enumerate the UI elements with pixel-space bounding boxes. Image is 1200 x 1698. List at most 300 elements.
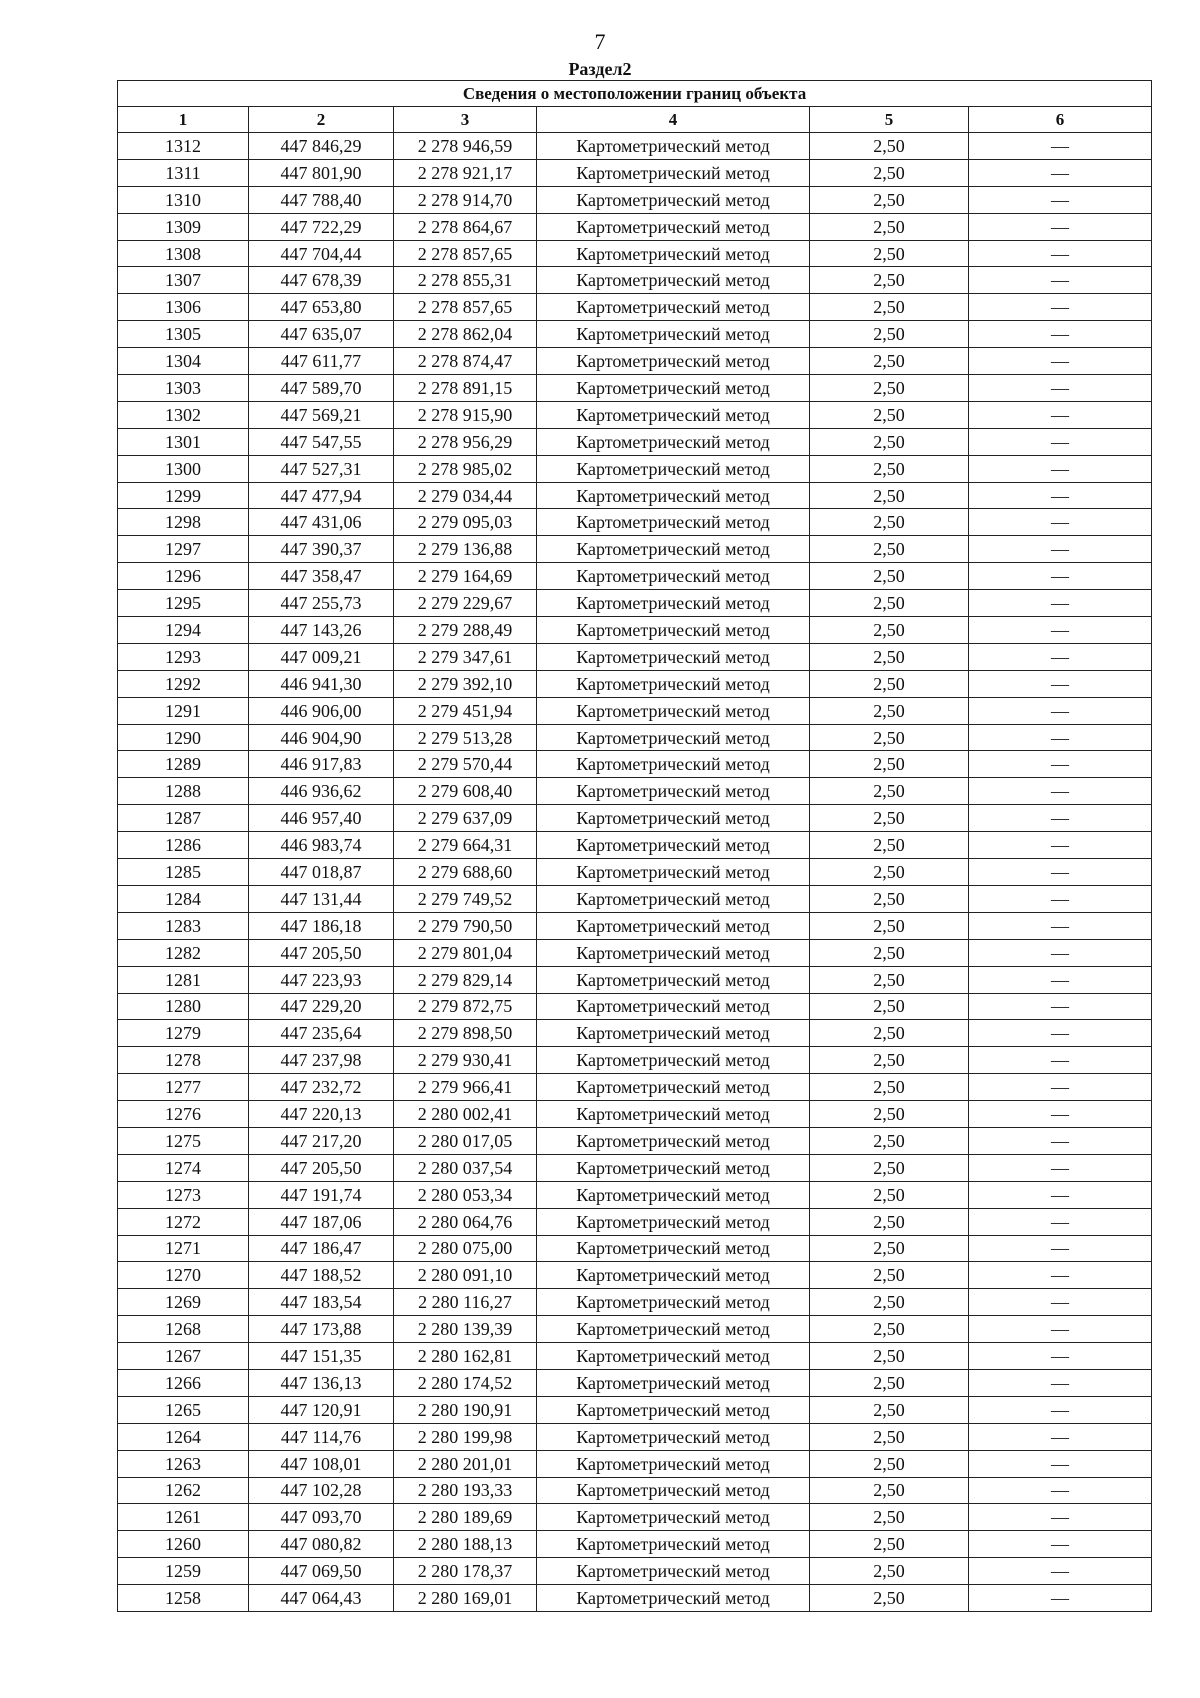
- coordinate-y-cell: 2 280 017,05: [394, 1127, 537, 1154]
- column-number: 4: [537, 107, 810, 133]
- table-row: [118, 1154, 1152, 1181]
- method-cell: Картометрический метод: [537, 321, 810, 348]
- point-number-cell: 1276: [118, 1101, 249, 1128]
- coordinate-x-cell: 447 477,94: [249, 482, 394, 509]
- point-number-cell: 1279: [118, 1020, 249, 1047]
- accuracy-cell: 2,50: [810, 1208, 969, 1235]
- accuracy-cell: 2,50: [810, 832, 969, 859]
- point-number-cell: 1260: [118, 1531, 249, 1558]
- method-cell: Картометрический метод: [537, 1235, 810, 1262]
- coordinate-x-cell: 447 611,77: [249, 348, 394, 375]
- point-number-cell: 1268: [118, 1316, 249, 1343]
- coordinate-x-cell: 447 205,50: [249, 1154, 394, 1181]
- accuracy-cell: 2,50: [810, 643, 969, 670]
- method-cell: Картометрический метод: [537, 536, 810, 563]
- method-cell: Картометрический метод: [537, 1369, 810, 1396]
- point-number-cell: 1295: [118, 590, 249, 617]
- description-cell: —: [969, 348, 1152, 375]
- table-row: [118, 294, 1152, 321]
- table-row: [118, 1396, 1152, 1423]
- method-cell: Картометрический метод: [537, 509, 810, 536]
- point-number-cell: 1290: [118, 724, 249, 751]
- coordinate-y-cell: 2 280 193,33: [394, 1477, 537, 1504]
- method-cell: Картометрический метод: [537, 993, 810, 1020]
- table-row: [118, 509, 1152, 536]
- accuracy-cell: 2,50: [810, 697, 969, 724]
- point-number-cell: 1296: [118, 563, 249, 590]
- point-number-cell: 1261: [118, 1504, 249, 1531]
- accuracy-cell: 2,50: [810, 159, 969, 186]
- coordinate-x-cell: 447 220,13: [249, 1101, 394, 1128]
- point-number-cell: 1308: [118, 240, 249, 267]
- table-row: [118, 1235, 1152, 1262]
- coordinate-y-cell: 2 280 002,41: [394, 1101, 537, 1128]
- description-cell: —: [969, 778, 1152, 805]
- table-row: [118, 590, 1152, 617]
- method-cell: Картометрический метод: [537, 1477, 810, 1504]
- point-number-cell: 1297: [118, 536, 249, 563]
- method-cell: Картометрический метод: [537, 482, 810, 509]
- coordinate-y-cell: 2 280 037,54: [394, 1154, 537, 1181]
- description-cell: —: [969, 1208, 1152, 1235]
- coordinate-y-cell: 2 280 091,10: [394, 1262, 537, 1289]
- description-cell: —: [969, 1047, 1152, 1074]
- accuracy-cell: 2,50: [810, 1047, 969, 1074]
- accuracy-cell: 2,50: [810, 1316, 969, 1343]
- method-cell: Картометрический метод: [537, 213, 810, 240]
- point-number-cell: 1265: [118, 1396, 249, 1423]
- method-cell: Картометрический метод: [537, 1127, 810, 1154]
- point-number-cell: 1287: [118, 805, 249, 832]
- method-cell: Картометрический метод: [537, 1020, 810, 1047]
- column-number: 2: [249, 107, 394, 133]
- coordinate-y-cell: 2 279 898,50: [394, 1020, 537, 1047]
- method-cell: Картометрический метод: [537, 240, 810, 267]
- coordinate-x-cell: 447 136,13: [249, 1369, 394, 1396]
- table-body: [118, 133, 1152, 1612]
- page-number: 7: [594, 29, 606, 54]
- method-cell: Картометрический метод: [537, 912, 810, 939]
- point-number-cell: 1294: [118, 617, 249, 644]
- accuracy-cell: 2,50: [810, 428, 969, 455]
- coordinate-y-cell: 2 280 053,34: [394, 1181, 537, 1208]
- method-cell: Картометрический метод: [537, 563, 810, 590]
- table-row: [118, 859, 1152, 886]
- table-row: [118, 1020, 1152, 1047]
- table-row: [118, 670, 1152, 697]
- description-cell: —: [969, 375, 1152, 402]
- coordinate-y-cell: 2 280 190,91: [394, 1396, 537, 1423]
- method-cell: Картометрический метод: [537, 1343, 810, 1370]
- method-cell: Картометрический метод: [537, 966, 810, 993]
- coordinate-y-cell: 2 280 169,01: [394, 1585, 537, 1612]
- accuracy-cell: 2,50: [810, 1235, 969, 1262]
- method-cell: Картометрический метод: [537, 159, 810, 186]
- coordinate-x-cell: 447 186,47: [249, 1235, 394, 1262]
- method-cell: Картометрический метод: [537, 670, 810, 697]
- coordinate-x-cell: 447 093,70: [249, 1504, 394, 1531]
- point-number-cell: 1281: [118, 966, 249, 993]
- table-row: [118, 697, 1152, 724]
- table-row: [118, 267, 1152, 294]
- description-cell: —: [969, 697, 1152, 724]
- method-cell: Картометрический метод: [537, 1558, 810, 1585]
- accuracy-cell: 2,50: [810, 1450, 969, 1477]
- coordinate-x-cell: 447 205,50: [249, 939, 394, 966]
- table-row: [118, 428, 1152, 455]
- point-number-cell: 1288: [118, 778, 249, 805]
- method-cell: Картометрический метод: [537, 832, 810, 859]
- accuracy-cell: 2,50: [810, 859, 969, 886]
- table-row: [118, 186, 1152, 213]
- table-row: [118, 482, 1152, 509]
- table-row: [118, 1531, 1152, 1558]
- coordinate-x-cell: 447 678,39: [249, 267, 394, 294]
- point-number-cell: 1289: [118, 751, 249, 778]
- table-row: [118, 1585, 1152, 1612]
- method-cell: Картометрический метод: [537, 455, 810, 482]
- table-row: [118, 805, 1152, 832]
- table-row: [118, 563, 1152, 590]
- coordinate-y-cell: 2 279 966,41: [394, 1074, 537, 1101]
- point-number-cell: 1266: [118, 1369, 249, 1396]
- table-caption: Сведения о местоположении границ объекта: [118, 81, 1152, 107]
- coordinate-y-cell: 2 279 347,61: [394, 643, 537, 670]
- coordinate-x-cell: 447 569,21: [249, 401, 394, 428]
- description-cell: —: [969, 617, 1152, 644]
- method-cell: Картометрический метод: [537, 778, 810, 805]
- description-cell: —: [969, 1101, 1152, 1128]
- accuracy-cell: 2,50: [810, 939, 969, 966]
- accuracy-cell: 2,50: [810, 1369, 969, 1396]
- coordinate-y-cell: 2 279 095,03: [394, 509, 537, 536]
- description-cell: —: [969, 832, 1152, 859]
- coordinate-x-cell: 447 589,70: [249, 375, 394, 402]
- accuracy-cell: 2,50: [810, 1585, 969, 1612]
- description-cell: —: [969, 885, 1152, 912]
- coordinate-x-cell: 447 188,52: [249, 1262, 394, 1289]
- point-number-cell: 1273: [118, 1181, 249, 1208]
- accuracy-cell: 2,50: [810, 509, 969, 536]
- coordinate-x-cell: 447 114,76: [249, 1423, 394, 1450]
- table-row: [118, 1127, 1152, 1154]
- accuracy-cell: 2,50: [810, 966, 969, 993]
- table-row: [118, 1074, 1152, 1101]
- point-number-cell: 1272: [118, 1208, 249, 1235]
- coordinate-y-cell: 2 278 874,47: [394, 348, 537, 375]
- method-cell: Картометрический метод: [537, 885, 810, 912]
- point-number-cell: 1305: [118, 321, 249, 348]
- accuracy-cell: 2,50: [810, 912, 969, 939]
- accuracy-cell: 2,50: [810, 1127, 969, 1154]
- coordinate-y-cell: 2 280 178,37: [394, 1558, 537, 1585]
- method-cell: Картометрический метод: [537, 1396, 810, 1423]
- accuracy-cell: 2,50: [810, 321, 969, 348]
- description-cell: —: [969, 133, 1152, 160]
- caption-row: [118, 81, 1152, 107]
- coordinate-y-cell: 2 278 956,29: [394, 428, 537, 455]
- coordinate-x-cell: 447 722,29: [249, 213, 394, 240]
- point-number-cell: 1274: [118, 1154, 249, 1181]
- coordinate-x-cell: 447 018,87: [249, 859, 394, 886]
- coordinate-x-cell: 447 080,82: [249, 1531, 394, 1558]
- coordinate-x-cell: 447 547,55: [249, 428, 394, 455]
- accuracy-cell: 2,50: [810, 348, 969, 375]
- coordinate-y-cell: 2 280 162,81: [394, 1343, 537, 1370]
- coordinate-x-cell: 447 235,64: [249, 1020, 394, 1047]
- point-number-cell: 1286: [118, 832, 249, 859]
- column-number: 3: [394, 107, 537, 133]
- method-cell: Картометрический метод: [537, 375, 810, 402]
- coordinate-y-cell: 2 279 930,41: [394, 1047, 537, 1074]
- point-number-cell: 1278: [118, 1047, 249, 1074]
- coordinate-y-cell: 2 279 451,94: [394, 697, 537, 724]
- method-cell: Картометрический метод: [537, 751, 810, 778]
- accuracy-cell: 2,50: [810, 1101, 969, 1128]
- table-row: [118, 1289, 1152, 1316]
- coordinate-y-cell: 2 279 608,40: [394, 778, 537, 805]
- point-number-cell: 1270: [118, 1262, 249, 1289]
- coordinate-x-cell: 447 131,44: [249, 885, 394, 912]
- description-cell: —: [969, 536, 1152, 563]
- boundary-table: [117, 80, 1152, 1612]
- description-cell: —: [969, 1343, 1152, 1370]
- description-cell: —: [969, 321, 1152, 348]
- column-number-row: [118, 107, 1152, 133]
- coordinate-y-cell: 2 279 570,44: [394, 751, 537, 778]
- coordinate-y-cell: 2 279 688,60: [394, 859, 537, 886]
- coordinate-x-cell: 447 431,06: [249, 509, 394, 536]
- table-row: [118, 939, 1152, 966]
- table-row: [118, 993, 1152, 1020]
- accuracy-cell: 2,50: [810, 1154, 969, 1181]
- accuracy-cell: 2,50: [810, 670, 969, 697]
- coordinate-y-cell: 2 278 985,02: [394, 455, 537, 482]
- accuracy-cell: 2,50: [810, 1423, 969, 1450]
- accuracy-cell: 2,50: [810, 186, 969, 213]
- table-row: [118, 1208, 1152, 1235]
- coordinate-y-cell: 2 280 189,69: [394, 1504, 537, 1531]
- description-cell: —: [969, 1558, 1152, 1585]
- description-cell: —: [969, 509, 1152, 536]
- coordinate-x-cell: 447 143,26: [249, 617, 394, 644]
- coordinate-x-cell: 447 009,21: [249, 643, 394, 670]
- table-row: [118, 643, 1152, 670]
- method-cell: Картометрический метод: [537, 1585, 810, 1612]
- accuracy-cell: 2,50: [810, 1396, 969, 1423]
- table-row: [118, 1047, 1152, 1074]
- table-row: [118, 1369, 1152, 1396]
- accuracy-cell: 2,50: [810, 375, 969, 402]
- table-row: [118, 832, 1152, 859]
- accuracy-cell: 2,50: [810, 133, 969, 160]
- coordinate-x-cell: 447 223,93: [249, 966, 394, 993]
- coordinate-x-cell: 447 151,35: [249, 1343, 394, 1370]
- coordinate-y-cell: 2 280 199,98: [394, 1423, 537, 1450]
- coordinate-y-cell: 2 278 914,70: [394, 186, 537, 213]
- description-cell: —: [969, 240, 1152, 267]
- description-cell: —: [969, 643, 1152, 670]
- point-number-cell: 1277: [118, 1074, 249, 1101]
- point-number-cell: 1284: [118, 885, 249, 912]
- table-row: [118, 966, 1152, 993]
- method-cell: Картометрический метод: [537, 1101, 810, 1128]
- coordinate-x-cell: 446 917,83: [249, 751, 394, 778]
- table-head: [118, 81, 1152, 133]
- method-cell: Картометрический метод: [537, 643, 810, 670]
- method-cell: Картометрический метод: [537, 1262, 810, 1289]
- table-row: [118, 1558, 1152, 1585]
- accuracy-cell: 2,50: [810, 213, 969, 240]
- accuracy-cell: 2,50: [810, 1558, 969, 1585]
- accuracy-cell: 2,50: [810, 563, 969, 590]
- description-cell: —: [969, 1316, 1152, 1343]
- table-row: [118, 455, 1152, 482]
- description-cell: —: [969, 1235, 1152, 1262]
- accuracy-cell: 2,50: [810, 294, 969, 321]
- description-cell: —: [969, 563, 1152, 590]
- coordinate-x-cell: 446 906,00: [249, 697, 394, 724]
- accuracy-cell: 2,50: [810, 1181, 969, 1208]
- point-number-cell: 1263: [118, 1450, 249, 1477]
- coordinate-x-cell: 447 120,91: [249, 1396, 394, 1423]
- accuracy-cell: 2,50: [810, 590, 969, 617]
- accuracy-cell: 2,50: [810, 1074, 969, 1101]
- coordinate-y-cell: 2 280 201,01: [394, 1450, 537, 1477]
- point-number-cell: 1291: [118, 697, 249, 724]
- description-cell: —: [969, 1585, 1152, 1612]
- coordinate-y-cell: 2 280 188,13: [394, 1531, 537, 1558]
- coordinate-y-cell: 2 279 229,67: [394, 590, 537, 617]
- description-cell: —: [969, 1127, 1152, 1154]
- table-row: [118, 133, 1152, 160]
- point-number-cell: 1293: [118, 643, 249, 670]
- coordinate-y-cell: 2 280 174,52: [394, 1369, 537, 1396]
- table-row: [118, 1423, 1152, 1450]
- description-cell: —: [969, 590, 1152, 617]
- coordinate-x-cell: 447 255,73: [249, 590, 394, 617]
- coordinate-x-cell: 447 846,29: [249, 133, 394, 160]
- method-cell: Картометрический метод: [537, 428, 810, 455]
- method-cell: Картометрический метод: [537, 724, 810, 751]
- method-cell: Картометрический метод: [537, 186, 810, 213]
- coordinate-y-cell: 2 279 513,28: [394, 724, 537, 751]
- coordinate-x-cell: 447 237,98: [249, 1047, 394, 1074]
- point-number-cell: 1312: [118, 133, 249, 160]
- description-cell: —: [969, 267, 1152, 294]
- coordinate-x-cell: 447 635,07: [249, 321, 394, 348]
- point-number-cell: 1267: [118, 1343, 249, 1370]
- method-cell: Картометрический метод: [537, 939, 810, 966]
- table-row: [118, 213, 1152, 240]
- description-cell: —: [969, 1423, 1152, 1450]
- point-number-cell: 1262: [118, 1477, 249, 1504]
- description-cell: —: [969, 1074, 1152, 1101]
- accuracy-cell: 2,50: [810, 805, 969, 832]
- table-row: [118, 321, 1152, 348]
- description-cell: —: [969, 1450, 1152, 1477]
- coordinate-y-cell: 2 278 891,15: [394, 375, 537, 402]
- coordinate-x-cell: 447 217,20: [249, 1127, 394, 1154]
- method-cell: Картометрический метод: [537, 401, 810, 428]
- column-number: 1: [118, 107, 249, 133]
- method-cell: Картометрический метод: [537, 1074, 810, 1101]
- accuracy-cell: 2,50: [810, 778, 969, 805]
- table-row: [118, 751, 1152, 778]
- table-row: [118, 1101, 1152, 1128]
- method-cell: Картометрический метод: [537, 1423, 810, 1450]
- accuracy-cell: 2,50: [810, 617, 969, 644]
- coordinate-x-cell: 447 187,06: [249, 1208, 394, 1235]
- method-cell: Картометрический метод: [537, 294, 810, 321]
- accuracy-cell: 2,50: [810, 267, 969, 294]
- section-title: Раздел2: [568, 59, 632, 79]
- accuracy-cell: 2,50: [810, 751, 969, 778]
- point-number-cell: 1258: [118, 1585, 249, 1612]
- point-number-cell: 1283: [118, 912, 249, 939]
- accuracy-cell: 2,50: [810, 1262, 969, 1289]
- accuracy-cell: 2,50: [810, 1477, 969, 1504]
- description-cell: —: [969, 213, 1152, 240]
- description-cell: —: [969, 294, 1152, 321]
- point-number-cell: 1269: [118, 1289, 249, 1316]
- accuracy-cell: 2,50: [810, 724, 969, 751]
- method-cell: Картометрический метод: [537, 1289, 810, 1316]
- accuracy-cell: 2,50: [810, 1504, 969, 1531]
- table-row: [118, 1450, 1152, 1477]
- coordinate-y-cell: 2 280 139,39: [394, 1316, 537, 1343]
- description-cell: —: [969, 805, 1152, 832]
- description-cell: —: [969, 751, 1152, 778]
- coordinate-x-cell: 447 232,72: [249, 1074, 394, 1101]
- description-cell: —: [969, 428, 1152, 455]
- description-cell: —: [969, 1181, 1152, 1208]
- point-number-cell: 1300: [118, 455, 249, 482]
- table-row: [118, 912, 1152, 939]
- method-cell: Картометрический метод: [537, 617, 810, 644]
- description-cell: —: [969, 1020, 1152, 1047]
- table-row: [118, 348, 1152, 375]
- table-row: [118, 240, 1152, 267]
- coordinate-y-cell: 2 279 136,88: [394, 536, 537, 563]
- table-row: [118, 724, 1152, 751]
- coordinate-x-cell: 446 904,90: [249, 724, 394, 751]
- point-number-cell: 1309: [118, 213, 249, 240]
- method-cell: Картометрический метод: [537, 1531, 810, 1558]
- description-cell: —: [969, 482, 1152, 509]
- description-cell: —: [969, 1504, 1152, 1531]
- coordinate-y-cell: 2 278 862,04: [394, 321, 537, 348]
- table-row: [118, 1181, 1152, 1208]
- method-cell: Картометрический метод: [537, 805, 810, 832]
- method-cell: Картометрический метод: [537, 1450, 810, 1477]
- method-cell: Картометрический метод: [537, 267, 810, 294]
- coordinate-y-cell: 2 279 801,04: [394, 939, 537, 966]
- point-number-cell: 1298: [118, 509, 249, 536]
- method-cell: Картометрический метод: [537, 348, 810, 375]
- point-number-cell: 1264: [118, 1423, 249, 1450]
- description-cell: —: [969, 966, 1152, 993]
- coordinate-x-cell: 446 936,62: [249, 778, 394, 805]
- point-number-cell: 1282: [118, 939, 249, 966]
- description-cell: —: [969, 401, 1152, 428]
- coordinate-y-cell: 2 278 864,67: [394, 213, 537, 240]
- coordinate-y-cell: 2 279 664,31: [394, 832, 537, 859]
- coordinate-y-cell: 2 278 857,65: [394, 294, 537, 321]
- accuracy-cell: 2,50: [810, 240, 969, 267]
- table-row: [118, 1262, 1152, 1289]
- column-number: 6: [969, 107, 1152, 133]
